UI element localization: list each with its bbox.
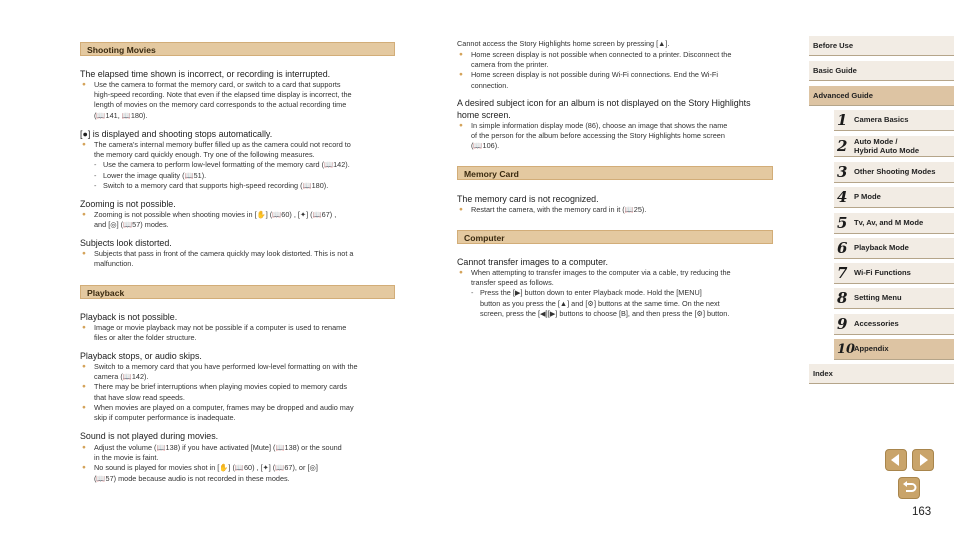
list-item: ● Home screen display is not possible during Wi-Fi connections. End the Wi-Fi connection.	[457, 70, 773, 90]
nav-chapter-5[interactable]: 5 Tv, Av, and M Mode	[834, 213, 954, 234]
question-subject-icon: A desired subject icon for an album is not displayed on the Story Highlights home screen.	[457, 98, 751, 120]
nav-chapter-2[interactable]: 2 Auto Mode / Hybrid Auto Mode	[834, 136, 954, 157]
question-transfer: Cannot transfer images to a computer.	[457, 257, 608, 267]
answer-list	[80, 443, 395, 484]
nav-before-use[interactable]: Before Use	[809, 36, 954, 56]
answer-list	[80, 80, 395, 121]
list-item: ● Subjects that pass in front of the camera quickly may look distorted. This is not a malfunction.	[80, 249, 395, 269]
nav-chapter-8[interactable]: 8 Setting Menu	[834, 288, 954, 309]
section-heading-shooting-movies: Shooting Movies	[80, 42, 395, 56]
prev-page-button[interactable]	[885, 449, 907, 471]
return-button[interactable]	[898, 477, 920, 499]
list-item: ● When attempting to transfer images to the computer via a cable, try reducing the transfer speed as follows.	[457, 268, 773, 288]
list-item: ● Use the camera to format the memory card, or switch to a card that supports high-speed recording. Note that even if the elapsed time display is incorrect, the length of movies on the memory card corresponds to the actual recording time (📖141, 📖180).	[80, 80, 395, 121]
nav-chapter-4[interactable]: 4 P Mode	[834, 187, 954, 208]
question-distorted: Subjects look distorted.	[80, 238, 172, 248]
nav-chapter-3[interactable]: 3 Other Shooting Modes	[834, 162, 954, 183]
answer-list	[80, 362, 395, 423]
list-item: ● Switch to a memory card that you have performed low-level formatting on with the camera (📖142).	[80, 362, 395, 382]
nav-chapter-9[interactable]: 9 Accessories	[834, 314, 954, 335]
list-item: ● Image or movie playback may not be possible if a computer is used to rename files or alter the folder structure.	[80, 323, 395, 343]
page-number: 163	[912, 506, 932, 518]
arrow-right-icon	[913, 450, 933, 470]
question-playback-stops: Playback stops, or audio skips.	[80, 351, 202, 361]
section-heading-memory-card: Memory Card	[457, 166, 773, 180]
list-item: ● Home screen display is not possible when connected to a printer. Disconnect the camera from the printer.	[457, 50, 773, 70]
arrow-left-icon	[886, 450, 906, 470]
question-buffer-full: [●] is displayed and shooting stops automatically.	[80, 129, 273, 139]
nav-advanced-guide[interactable]: Advanced Guide	[809, 86, 954, 106]
list-item: ● No sound is played for movies shot in [✋] (📖60) , [✦] (📖67), or [◎] (📖57) mode because audio is not recorded in these modes.	[80, 463, 395, 483]
nav-chapter-10[interactable]: 10 Appendix	[834, 339, 954, 360]
answer-list	[80, 140, 395, 191]
list-item: ● The camera’s internal memory buffer filled up as the camera could not record to the memory card quickly enough. Try one of the following measures.	[80, 140, 395, 160]
section-heading-playback: Playback	[80, 285, 395, 299]
list-subitem: - Lower the image quality (📖51).	[80, 171, 395, 181]
answer-list	[80, 323, 395, 343]
return-icon	[899, 478, 919, 498]
next-page-button[interactable]	[912, 449, 934, 471]
nav-chapter-6[interactable]: 6 Playback Mode	[834, 238, 954, 259]
list-item: ● There may be brief interruptions when playing movies copied to memory cards that have slow read speeds.	[80, 382, 395, 402]
answer-list	[457, 121, 773, 152]
list-item: ● In simple information display mode (86), choose an image that shows the name of the person for the album before accessing the Story Highlights home screen (📖106).	[457, 121, 773, 152]
list-item: ● Zooming is not possible when shooting movies in [✋] (📖60) , [✦] (📖67) , and [◎] (📖57) modes.	[80, 210, 395, 230]
answer-list	[80, 210, 395, 230]
answer-list	[457, 268, 773, 319]
list-item: ● When movies are played on a computer, frames may be dropped and audio may skip if computer performance is inadequate.	[80, 403, 395, 423]
question-playback-not-possible: Playback is not possible.	[80, 312, 178, 322]
question-no-sound: Sound is not played during movies.	[80, 431, 219, 441]
nav-chapter-7[interactable]: 7 Wi-Fi Functions	[834, 263, 954, 284]
nav-basic-guide[interactable]: Basic Guide	[809, 61, 954, 81]
answer-list	[457, 205, 773, 215]
list-item: ● Restart the camera, with the memory card in it (📖25).	[457, 205, 773, 215]
nav-index[interactable]: Index	[809, 364, 954, 384]
section-heading-computer: Computer	[457, 230, 773, 244]
question-story-highlights: Cannot access the Story Highlights home screen by pressing [▲].	[457, 39, 670, 48]
list-item: ● Adjust the volume (📖138) if you have activated [Mute] (📖138) or the sound in the movie is faint.	[80, 443, 395, 463]
nav-chapter-1[interactable]: 1 Camera Basics	[834, 110, 954, 131]
list-subitem: - Switch to a memory card that supports high-speed recording (📖180).	[80, 181, 395, 191]
list-subitem: - Press the [▶] button down to enter Playback mode. Hold the [MENU] button as you press the [▲] and [⚙] buttons at the same time. On the next screen, press the [◀][▶] buttons to choose [B], and then press the [⚙] button.	[457, 288, 773, 319]
list-subitem: - Use the camera to perform low-level formatting of the memory card (📖142).	[80, 160, 395, 170]
answer-list	[80, 249, 395, 269]
question-zooming: Zooming is not possible.	[80, 199, 176, 209]
answer-list	[457, 50, 773, 91]
question-card-not-recognized: The memory card is not recognized.	[457, 194, 599, 204]
question-elapsed-time: The elapsed time shown is incorrect, or recording is interrupted.	[80, 69, 331, 79]
